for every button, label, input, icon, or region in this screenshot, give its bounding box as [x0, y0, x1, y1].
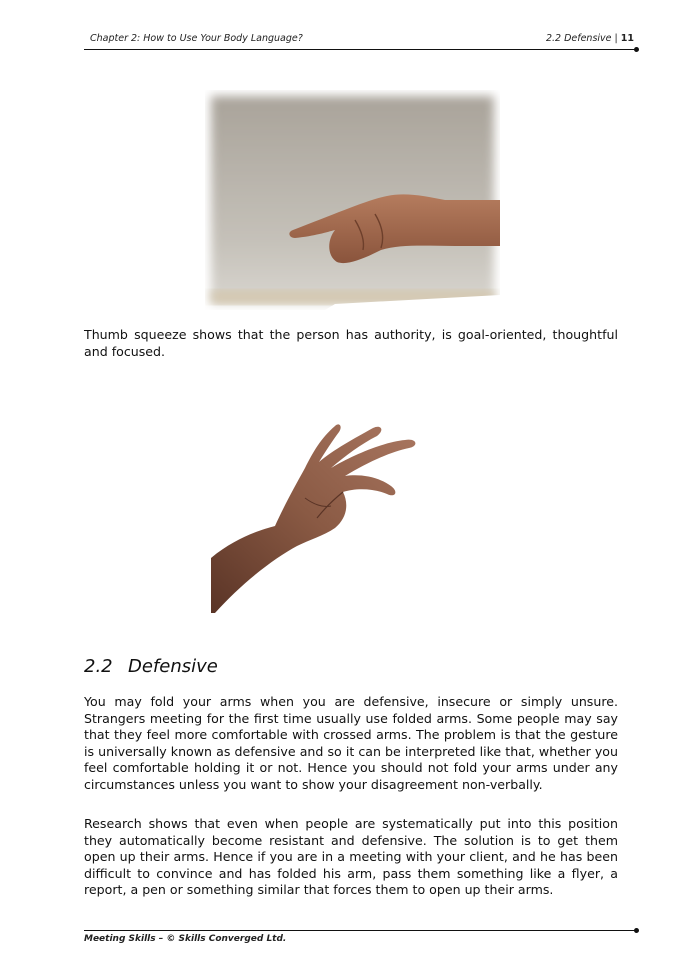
page-number: 11 — [620, 33, 634, 44]
footer-text: Meeting Skills – © Skills Converged Ltd. — [84, 934, 287, 944]
hand-shape — [211, 424, 415, 613]
section-number: 2.2 — [84, 656, 113, 677]
pointing-hand-photo — [205, 90, 500, 310]
chapter-title: Chapter 2: How to Use Your Body Language? — [90, 33, 303, 44]
caption-thumb-squeeze: Thumb squeeze shows that the person has authority, is goal-oriented, thoughtful and focused. — [84, 327, 618, 359]
paragraph-defensive-1: You may fold your arms when you are defensive, insecure or simply unsure. Strangers meeting for the first time usually use folded arms. Some people may say that they feel more comfortable with crossed arms. The problem is that the gesture is universally known as defensive and so it can be interpreted like that, whether you feel comfortable holding it or not. Hence you should not fold your arms under any circumstances unless you want to show your disagreement non-verbally. — [84, 694, 618, 792]
paragraph-defensive-2: Research shows that even when people are systematically put into this position they automatically become resistant and defensive. The solution is to get them open up their arms. Hence if you are in a meeting with your client, and he has been difficult to convince and has folded his arm, pass them something like a flyer, a report, a pen or something similar that forces them to open up their arms. — [84, 816, 618, 898]
footer-rule — [84, 930, 636, 931]
header-section-page — [546, 33, 634, 44]
header-section: 2.2 Defensive — [545, 33, 612, 44]
section-title: Defensive — [128, 656, 218, 677]
section-heading — [84, 656, 218, 677]
header-rule-dot — [634, 47, 639, 52]
header-rule — [84, 49, 636, 50]
header-separator: | — [611, 33, 621, 44]
footer-rule-dot — [634, 928, 639, 933]
running-header — [84, 33, 638, 47]
pinching-hand-illustration — [205, 408, 430, 613]
